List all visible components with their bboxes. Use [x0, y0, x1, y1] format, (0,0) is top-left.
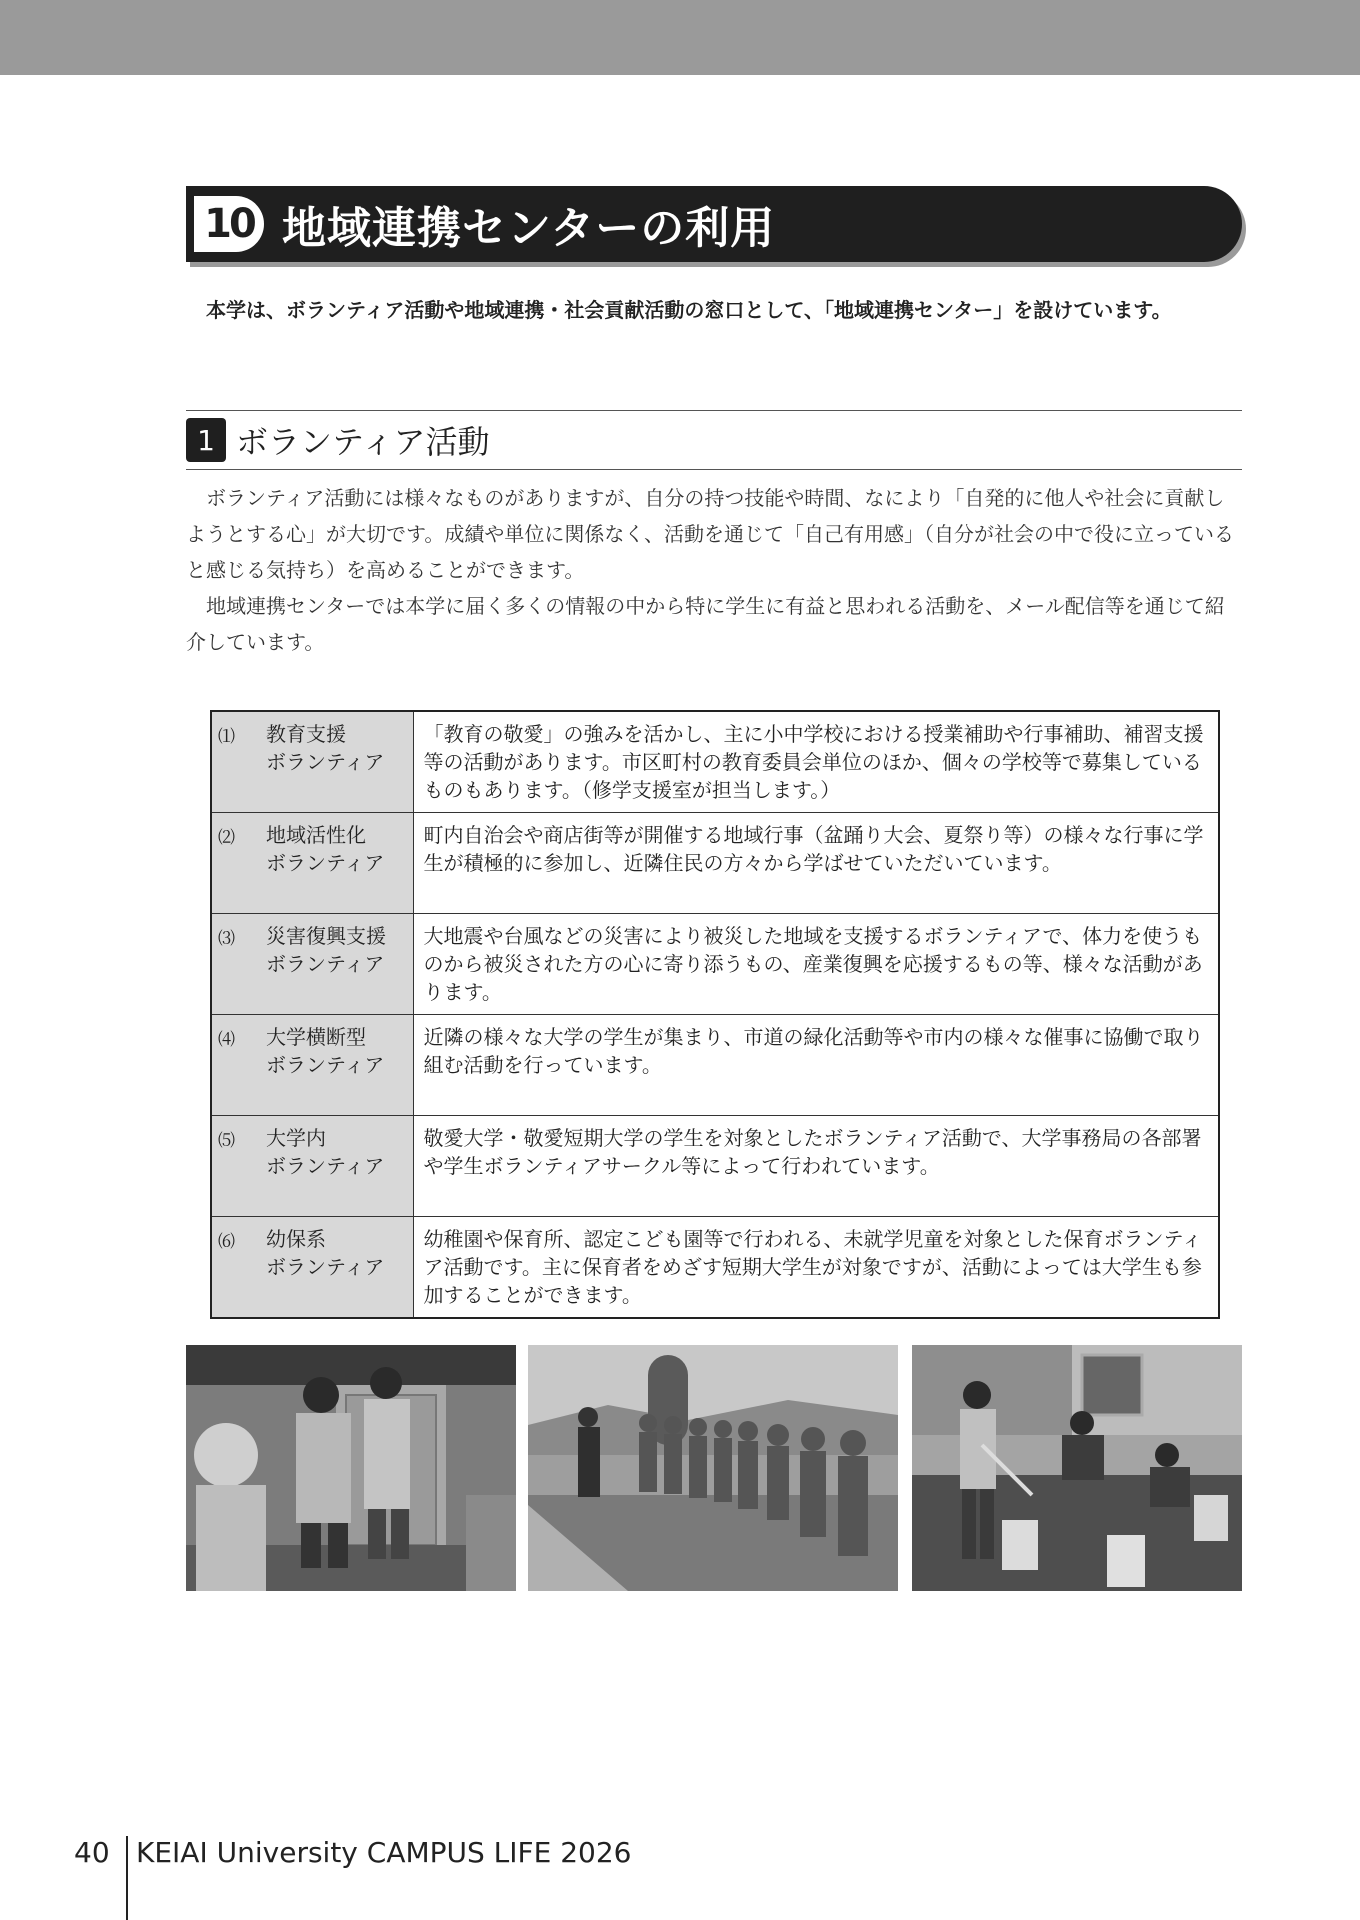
description-cell: 町内自治会や商店街等が開催する地域行事（盆踊り大会、夏祭り等）の様々な行事に学生が積極的に参加し、近隣住民の方々から学ばせていただいています。	[413, 813, 1219, 914]
footer-title: KEIAI University CAMPUS LIFE 2026	[136, 1836, 632, 1869]
category-index: ⑹	[218, 1232, 235, 1252]
category-index: ⑸	[218, 1131, 235, 1151]
section-body	[186, 480, 1242, 660]
category-index: ⑵	[218, 828, 235, 848]
category-cell	[211, 1217, 413, 1319]
volunteer-table	[210, 710, 1220, 1319]
category-label-sub: ボランティア	[266, 1154, 385, 1178]
photo-group-image	[528, 1345, 898, 1591]
category-label: 地域活性化	[266, 823, 366, 847]
photo-gardening	[912, 1345, 1242, 1591]
photo-festival	[186, 1345, 516, 1591]
category-label: 教育支援	[266, 722, 346, 746]
table-row	[211, 1116, 1219, 1217]
section-title: ボランティア活動	[236, 423, 490, 461]
category-label-sub: ボランティア	[266, 952, 385, 976]
table-row	[211, 813, 1219, 914]
category-index: ⑶	[218, 929, 235, 949]
category-cell	[211, 813, 413, 914]
description-cell: 「教育の敬愛」の強みを活かし、主に小中学校における授業補助や行事補助、補習支援等の活動があります。市区町村の教育委員会単位のほか、個々の学校等で募集しているものもあります。（修学支援室が担当します。）	[413, 711, 1219, 813]
chapter-number: 10	[194, 196, 264, 252]
category-cell	[211, 914, 413, 1015]
photo-gardening-image	[912, 1345, 1242, 1591]
category-label-sub: ボランティア	[266, 750, 385, 774]
category-cell	[211, 1015, 413, 1116]
page-number: 40	[74, 1836, 110, 1869]
section-number: 1	[186, 418, 226, 462]
chapter-heading	[186, 186, 1242, 262]
photo-festival-image	[186, 1345, 516, 1591]
category-label: 災害復興支援	[266, 924, 386, 948]
category-label-sub: ボランティア	[266, 1053, 385, 1077]
description-cell: 敬愛大学・敬愛短期大学の学生を対象としたボランティア活動で、大学事務局の各部署や学生ボランティアサークル等によって行われています。	[413, 1116, 1219, 1217]
table-row	[211, 1015, 1219, 1116]
chapter-title: 地域連携センターの利用	[282, 203, 776, 254]
description-cell: 幼稚園や保育所、認定こども園等で行われる、未就学児童を対象とした保育ボランティア活動です。主に保育者をめざす短期大学生が対象ですが、活動によっては大学生も参加することができます。	[413, 1217, 1219, 1319]
category-cell	[211, 711, 413, 813]
intro-paragraph: 本学は、ボランティア活動や地域連携・社会貢献活動の窓口として、「地域連携センター」を設けています。	[206, 298, 1172, 322]
category-label: 幼保系	[266, 1227, 326, 1251]
category-label: 大学横断型	[266, 1025, 366, 1049]
category-index: ⑷	[218, 1030, 235, 1050]
category-label: 大学内	[266, 1126, 326, 1150]
body-paragraph: 地域連携センターでは本学に届く多くの情報の中から特に学生に有益と思われる活動を、メール配信等を通じて紹介しています。	[186, 594, 1225, 654]
description-cell: 近隣の様々な大学の学生が集まり、市道の緑化活動等や市内の様々な催事に協働で取り組む活動を行っています。	[413, 1015, 1219, 1116]
category-label-sub: ボランティア	[266, 851, 385, 875]
body-paragraph: ボランティア活動には様々なものがありますが、自分の持つ技能や時間、なにより「自発的に他人や社会に貢献しようとする心」が大切です。成績や単位に関係なく、活動を通じて「自己有用感」（自分が社会の中で役に立っていると感じる気持ち）を高めることができます。	[186, 486, 1234, 582]
table-row	[211, 711, 1219, 813]
category-label-sub: ボランティア	[266, 1255, 385, 1279]
header-band	[0, 0, 1360, 75]
table-row	[211, 1217, 1219, 1319]
category-cell	[211, 1116, 413, 1217]
table-row	[211, 914, 1219, 1015]
category-index: ⑴	[218, 727, 235, 747]
photo-group	[528, 1345, 898, 1591]
section-heading	[186, 410, 1242, 470]
footer-divider	[126, 1836, 128, 1920]
description-cell: 大地震や台風などの災害により被災した地域を支援するボランティアで、体力を使うものから被災された方の心に寄り添うもの、産業復興を応援するもの等、様々な活動があります。	[413, 914, 1219, 1015]
